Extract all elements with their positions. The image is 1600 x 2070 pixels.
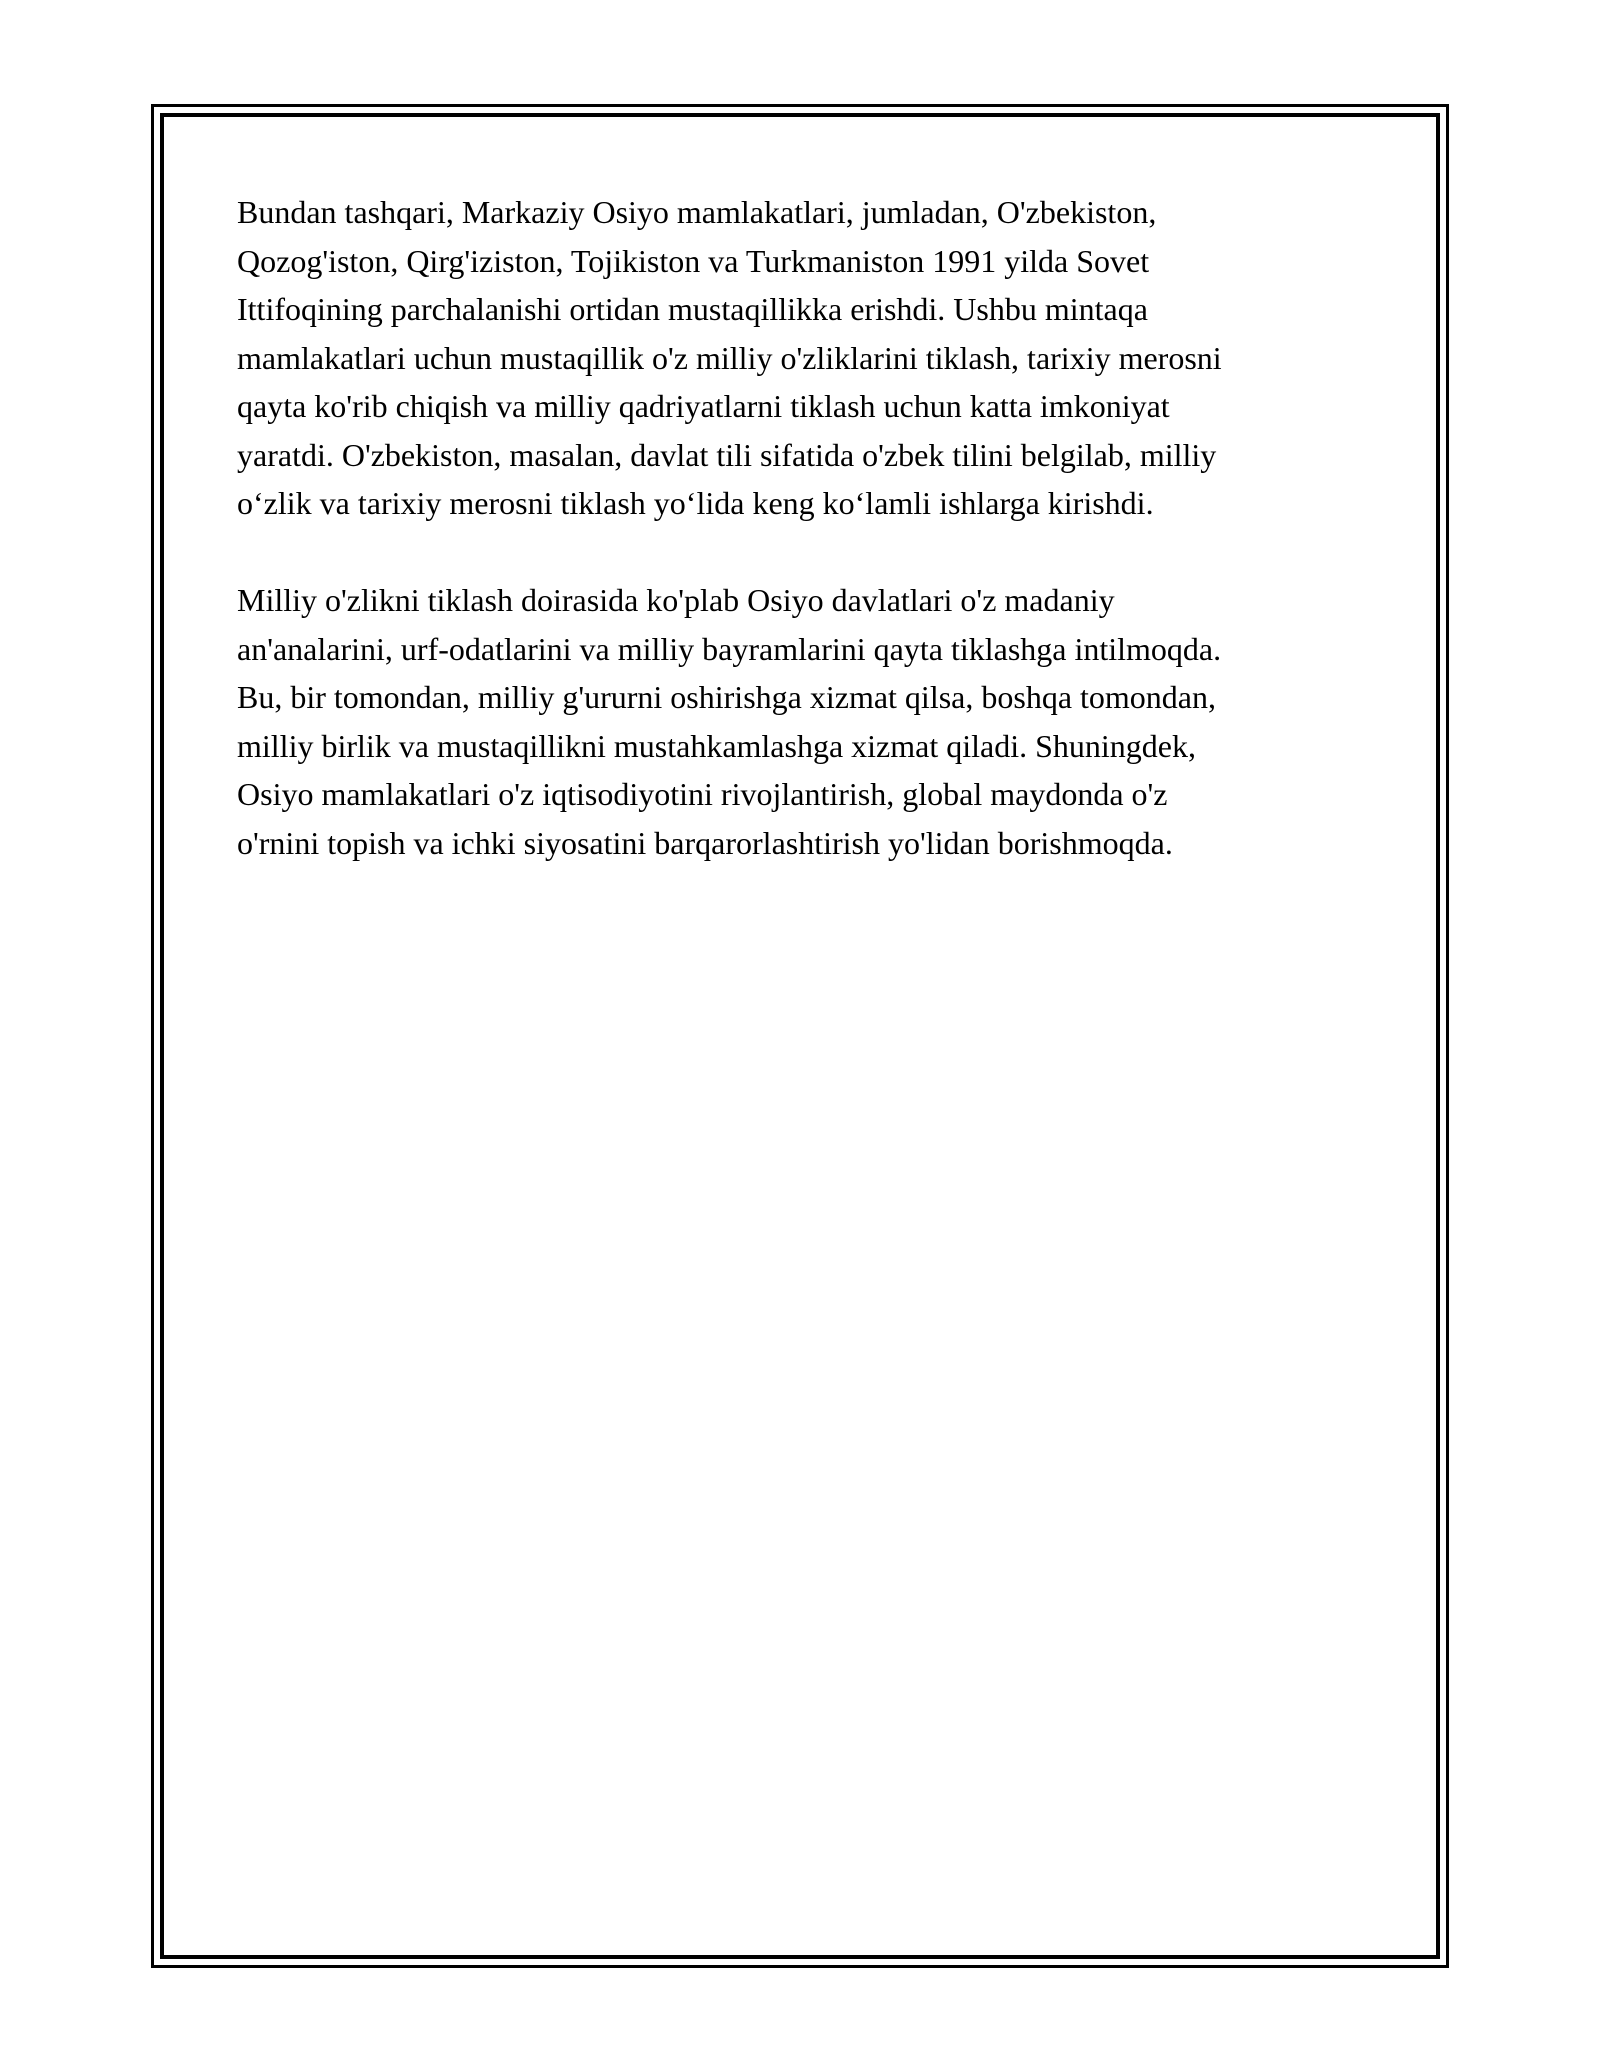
text-line: Bundan tashqari, Markaziy Osiyo mamlakatlari, jumladan, O'zbekiston,	[237, 194, 1157, 230]
text-line: milliy birlik va mustaqillikni mustahkamlashga xizmat qiladi. Shuningdek,	[237, 727, 1196, 764]
text-line: Qozog'iston, Qirg'iziston, Tojikiston va Turkmaniston 1991 yilda Sovet	[237, 242, 1150, 279]
paragraph-1	[237, 188, 1377, 528]
text-line: qayta ko'rib chiqish va milliy qadriyatlarni tiklash uchun katta imkoniyat	[237, 388, 1170, 424]
text-line: Milliy o'zlikni tiklash doirasida ko'plab Osiyo davlatlari o'z madaniy	[237, 582, 1115, 618]
text-line: Bu, bir tomondan, milliy g'ururni oshirishga xizmat qilsa, boshqa tomondan,	[237, 679, 1216, 715]
text-line: Osiyo mamlakatlari o'z iqtisodiyotini rivojlantirish, global maydonda o'z	[237, 776, 1168, 812]
text-line: an'analarini, urf-odatlarini va milliy bayramlarini qayta tiklashga intilmoqda.	[237, 630, 1222, 667]
paragraph-2	[237, 576, 1377, 867]
text-line: yaratdi. O'zbekiston, masalan, davlat tili sifatida o'zbek tilini belgilab, milliy	[237, 436, 1217, 473]
text-line: mamlakatlari uchun mustaqillik o'z milliy o'zliklarini tiklash, tarixiy merosni	[237, 339, 1222, 376]
text-line: o‘zlik va tarixiy merosni tiklash yo‘lida keng ko‘lamli ishlarga kirishdi.	[237, 485, 1154, 521]
text-line: Ittifoqining parchalanishi ortidan mustaqillikka erishdi. Ushbu mintaqa	[237, 291, 1148, 327]
document-body	[237, 188, 1377, 916]
text-line: o'rnini topish va ichki siyosatini barqarorlashtirish yo'lidan borishmoqda.	[237, 824, 1173, 861]
